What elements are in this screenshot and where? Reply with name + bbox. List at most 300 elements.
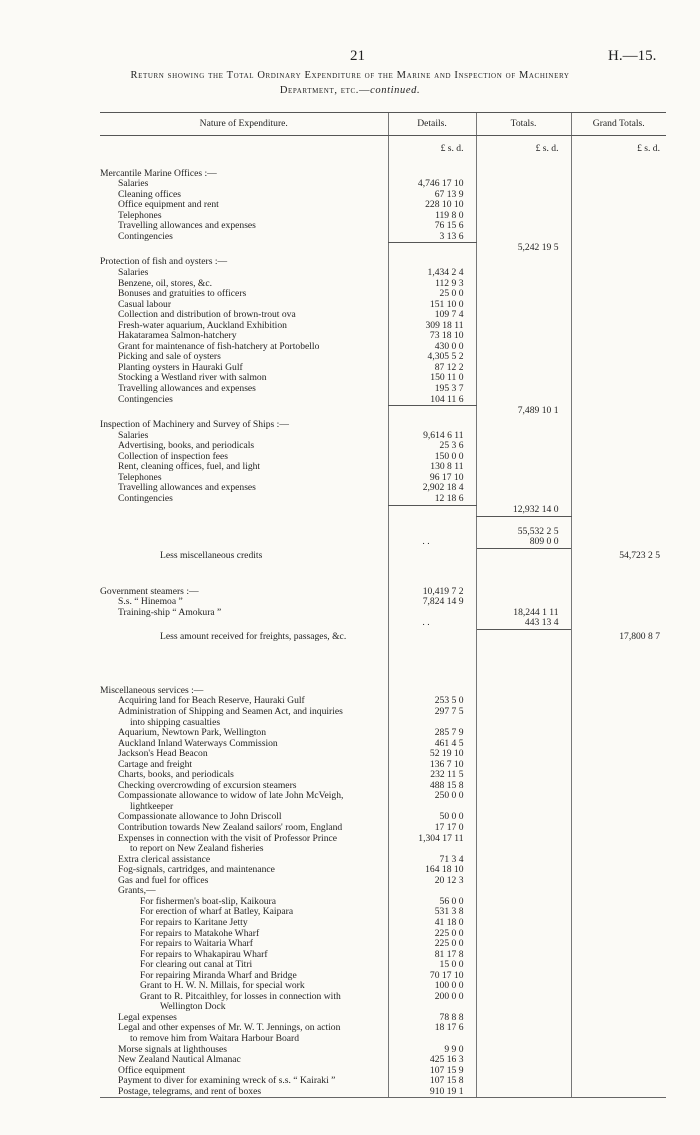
table-row xyxy=(100,760,666,771)
totals-amount xyxy=(476,682,571,697)
table-row xyxy=(100,1034,666,1045)
table-row xyxy=(100,876,666,887)
totals-amount xyxy=(476,548,571,565)
grand-total-amount xyxy=(571,1002,666,1013)
table-row xyxy=(100,190,666,201)
totals-amount xyxy=(476,950,571,961)
details-amount: 20 12 3 xyxy=(388,876,476,887)
totals-amount xyxy=(476,939,571,950)
expense-label: Charts, books, and periodicals xyxy=(118,770,234,781)
grand-total-amount xyxy=(571,1087,666,1098)
expense-label: Acquiring land for Beach Reserve, Hauraki Gulf xyxy=(118,696,305,707)
totals-amount xyxy=(476,597,571,608)
totals-amount xyxy=(476,155,571,165)
totals-amount xyxy=(476,739,571,750)
details-amount xyxy=(388,886,476,897)
expense-label: Contingencies xyxy=(118,493,173,504)
table-row xyxy=(100,310,666,321)
details-amount: 910 19 1 xyxy=(388,1087,476,1098)
totals-amount xyxy=(476,770,571,781)
expense-label: Salaries xyxy=(118,267,149,278)
totals-amount: 7,489 10 1 xyxy=(476,406,571,417)
details-amount xyxy=(388,844,476,855)
totals-amount xyxy=(476,279,571,290)
details-amount xyxy=(388,608,476,619)
table-row xyxy=(100,1055,666,1066)
expense-label: Salaries xyxy=(118,179,149,190)
totals-amount xyxy=(476,200,571,211)
grand-total-amount xyxy=(571,992,666,1003)
table-row xyxy=(100,1045,666,1056)
table-row xyxy=(100,597,666,608)
grand-total-amount xyxy=(571,179,666,190)
grand-total-amount xyxy=(571,939,666,950)
details-amount: 15 0 0 xyxy=(388,960,476,971)
details-amount xyxy=(388,155,476,165)
grand-total-amount xyxy=(571,1023,666,1034)
deduction-row xyxy=(100,629,666,646)
table-row xyxy=(100,211,666,222)
table-row xyxy=(100,960,666,971)
totals-amount xyxy=(476,289,571,300)
grand-total-amount xyxy=(571,431,666,442)
grand-total-amount xyxy=(571,331,666,342)
details-amount: 87 12 2 xyxy=(388,363,476,374)
expense-label: Office equipment and rent xyxy=(118,200,219,211)
details-amount: 195 3 7 xyxy=(388,384,476,395)
totals-amount xyxy=(476,781,571,792)
table-row xyxy=(100,950,666,961)
details-amount: 76 15 6 xyxy=(388,221,476,232)
details-amount: 1,304 17 11 xyxy=(388,834,476,845)
totals-amount xyxy=(476,855,571,866)
table-row xyxy=(100,855,666,866)
expense-label: Planting oysters in Hauraki Gulf xyxy=(118,362,243,373)
details-amount xyxy=(388,416,476,431)
table-row xyxy=(100,452,666,463)
grand-total-amount xyxy=(571,321,666,332)
table-row xyxy=(100,352,666,363)
details-amount: . . xyxy=(388,537,476,548)
totals-amount xyxy=(476,565,571,583)
table-row xyxy=(100,384,666,395)
header-totals: Totals. xyxy=(476,113,571,136)
details-amount: 309 18 11 xyxy=(388,321,476,332)
expense-label: New Zealand Nautical Almanac xyxy=(118,1055,241,1066)
details-amount: 297 7 5 xyxy=(388,707,476,718)
totals-amount xyxy=(476,865,571,876)
table-row xyxy=(100,791,666,802)
subtotal-row xyxy=(100,505,666,516)
table-row xyxy=(100,718,666,729)
spacer-row xyxy=(100,516,666,527)
expense-label: Office equipment xyxy=(118,1065,186,1076)
units-row xyxy=(100,136,666,155)
expense-label: Cartage and freight xyxy=(118,759,193,770)
totals-amount xyxy=(476,373,571,384)
expense-label xyxy=(100,646,388,664)
title-line-2-text: Department, etc.— xyxy=(279,85,371,96)
totals-amount xyxy=(476,342,571,353)
expense-label: For erection of wharf at Batley, Kaipara xyxy=(140,907,294,918)
table-row xyxy=(100,462,666,473)
totals-amount xyxy=(476,897,571,908)
grand-total-amount xyxy=(571,812,666,823)
details-amount xyxy=(388,1034,476,1045)
expense-label: Grant for maintenance of fish-hatchery at Portobello xyxy=(118,341,320,352)
totals-amount xyxy=(476,473,571,484)
totals-amount: 18,244 1 11 xyxy=(476,608,571,619)
table-row xyxy=(100,300,666,311)
grand-total-amount xyxy=(571,950,666,961)
grand-total-amount xyxy=(571,384,666,395)
spacer-row xyxy=(100,565,666,583)
subtotal-row xyxy=(100,243,666,254)
expenditure-table xyxy=(100,112,666,1098)
totals-amount xyxy=(476,728,571,739)
totals-amount xyxy=(476,929,571,940)
totals-amount xyxy=(476,876,571,887)
expense-label: Aquarium, Newtown Park, Wellington xyxy=(118,728,266,739)
grand-total-amount xyxy=(571,749,666,760)
totals-amount xyxy=(476,886,571,897)
expense-label: Hakataramea Salmon-hatchery xyxy=(118,331,237,342)
details-amount: 3 13 6 xyxy=(388,232,476,243)
grand-total-amount xyxy=(571,823,666,834)
table-row xyxy=(100,221,666,232)
expense-label: Telephones xyxy=(118,472,162,483)
expense-label: Contingencies xyxy=(118,231,173,242)
totals-amount xyxy=(476,221,571,232)
totals-amount xyxy=(476,300,571,311)
expense-label: Picking and sale of oysters xyxy=(118,352,221,363)
grand-total-amount xyxy=(571,1076,666,1087)
expense-label: Fresh-water aquarium, Auckland Exhibition xyxy=(118,320,287,331)
totals-amount xyxy=(476,823,571,834)
grand-total-amount xyxy=(571,739,666,750)
expense-label: Expenses in connection with the visit of Professor Prince xyxy=(118,833,338,844)
table-row xyxy=(100,929,666,940)
grand-total-amount xyxy=(571,608,666,619)
table-row xyxy=(100,886,666,897)
details-amount: 250 0 0 xyxy=(388,791,476,802)
expense-label: Stocking a Westland river with salmon xyxy=(118,373,267,384)
totals-amount xyxy=(476,516,571,527)
details-amount: 285 7 9 xyxy=(388,728,476,739)
totals-amount xyxy=(476,321,571,332)
details-amount: 104 11 6 xyxy=(388,395,476,406)
grand-total-amount xyxy=(571,483,666,494)
grand-total-amount xyxy=(571,462,666,473)
details-amount: . . xyxy=(388,618,476,629)
details-amount: 107 15 8 xyxy=(388,1076,476,1087)
title-line-1: Return showing the Total Ordinary Expenditure of the Marine and Inspection of Machinery xyxy=(130,70,570,81)
details-amount xyxy=(388,629,476,646)
expense-label: Fog-signals, cartridges, and maintenance xyxy=(118,865,275,876)
details-amount: 200 0 0 xyxy=(388,992,476,1003)
details-amount: 7,824 14 9 xyxy=(388,597,476,608)
totals-amount xyxy=(476,363,571,374)
expense-label: For repairs to Matakohe Wharf xyxy=(140,928,260,939)
grand-total-amount xyxy=(571,929,666,940)
title-line-2 xyxy=(40,83,660,98)
totals-amount xyxy=(476,844,571,855)
expense-label xyxy=(100,537,388,548)
grand-total-amount xyxy=(571,802,666,813)
spacer-row xyxy=(100,664,666,682)
details-amount: 81 17 8 xyxy=(388,950,476,961)
expense-label: Training-ship “ Amokura ” xyxy=(118,607,222,618)
grand-total-amount xyxy=(571,565,666,583)
totals-amount xyxy=(476,494,571,505)
table-row xyxy=(100,200,666,211)
details-amount: 71 3 4 xyxy=(388,855,476,866)
totals-amount xyxy=(476,791,571,802)
grand-total-amount xyxy=(571,865,666,876)
expense-label: Advertising, books, and periodicals xyxy=(118,441,255,452)
table-row xyxy=(100,331,666,342)
totals-amount xyxy=(476,749,571,760)
table-row xyxy=(100,179,666,190)
totals-amount: 443 13 4 xyxy=(476,618,571,629)
totals-amount xyxy=(476,1013,571,1024)
table-row xyxy=(100,739,666,750)
details-amount: 56 0 0 xyxy=(388,897,476,908)
table-row xyxy=(100,441,666,452)
details-amount: 228 10 10 xyxy=(388,200,476,211)
totals-amount xyxy=(476,452,571,463)
table-row xyxy=(100,1076,666,1087)
details-amount: 78 8 8 xyxy=(388,1013,476,1024)
grand-total-amount xyxy=(571,791,666,802)
details-amount: 225 0 0 xyxy=(388,929,476,940)
expense-label: Extra clerical assistance xyxy=(118,854,211,865)
grand-total-amount xyxy=(571,1034,666,1045)
expense-label: Grant to H. W. N. Millais, for special work xyxy=(140,981,305,992)
table-row xyxy=(100,770,666,781)
grand-total-amount xyxy=(571,473,666,484)
section-heading-row xyxy=(100,253,666,268)
grand-total-amount xyxy=(571,971,666,982)
details-amount: 225 0 0 xyxy=(388,939,476,950)
table-row xyxy=(100,473,666,484)
subtotal-row xyxy=(100,618,666,629)
details-amount: 2,902 18 4 xyxy=(388,483,476,494)
expense-label: Cleaning offices xyxy=(118,189,181,200)
totals-amount: 5,242 19 5 xyxy=(476,243,571,254)
totals-amount xyxy=(476,707,571,718)
table-row xyxy=(100,728,666,739)
totals-amount xyxy=(476,268,571,279)
expense-label: For fishermen's boat-slip, Kaikoura xyxy=(140,896,277,907)
table-row xyxy=(100,802,666,813)
totals-amount xyxy=(476,1034,571,1045)
details-amount: 73 18 10 xyxy=(388,331,476,342)
totals-amount xyxy=(476,629,571,646)
details-amount: 18 17 6 xyxy=(388,1023,476,1034)
details-amount: 96 17 10 xyxy=(388,473,476,484)
grand-total-amount xyxy=(571,718,666,729)
table-header-row xyxy=(100,113,666,136)
expense-label: Rent, cleaning offices, fuel, and light xyxy=(118,462,261,473)
table-row xyxy=(100,939,666,950)
grand-total-amount xyxy=(571,279,666,290)
table-row xyxy=(100,289,666,300)
grand-total-amount xyxy=(571,682,666,697)
totals-amount xyxy=(476,1023,571,1034)
table-row xyxy=(100,363,666,374)
expense-label: to report on New Zealand fisheries xyxy=(130,844,264,855)
expense-label xyxy=(100,664,388,682)
expense-label xyxy=(100,505,388,516)
details-amount: 67 13 9 xyxy=(388,190,476,201)
grand-total-amount xyxy=(571,200,666,211)
expense-label xyxy=(100,565,388,583)
expense-label: For repairs to Karitane Jetty xyxy=(140,917,248,928)
table-row xyxy=(100,812,666,823)
details-amount xyxy=(388,565,476,583)
details-amount: 150 11 0 xyxy=(388,373,476,384)
grand-total-amount xyxy=(571,211,666,222)
totals-amount xyxy=(476,834,571,845)
section-heading: Miscellaneous services :— xyxy=(100,684,204,696)
grand-total-amount xyxy=(571,516,666,527)
table-row xyxy=(100,1023,666,1034)
table-row xyxy=(100,844,666,855)
totals-amount xyxy=(476,907,571,918)
table-row xyxy=(100,232,666,243)
grand-total-amount xyxy=(571,221,666,232)
section-heading-row xyxy=(100,416,666,431)
expense-label: Grants,— xyxy=(118,886,156,897)
totals-amount: 55,532 2 5 xyxy=(476,527,571,538)
table-row xyxy=(100,981,666,992)
details-amount: 150 0 0 xyxy=(388,452,476,463)
totals-amount xyxy=(476,960,571,971)
details-amount: 4,305 5 2 xyxy=(388,352,476,363)
section-heading: Government steamers :— xyxy=(100,585,199,597)
expense-label: Travelling allowances and expenses xyxy=(118,483,256,494)
table-row xyxy=(100,823,666,834)
page-number: 21 xyxy=(350,48,365,64)
expense-label: Compassionate allowance to widow of late John McVeigh, xyxy=(118,791,344,802)
grand-total-amount xyxy=(571,760,666,771)
grand-total-amount xyxy=(571,886,666,897)
header-details: Details. xyxy=(388,113,476,136)
table-row xyxy=(100,696,666,707)
totals-amount xyxy=(476,696,571,707)
totals-amount xyxy=(476,211,571,222)
details-amount: 107 15 9 xyxy=(388,1066,476,1077)
table-row xyxy=(100,918,666,929)
grand-total-amount xyxy=(571,406,666,417)
totals-amount xyxy=(476,431,571,442)
units-details: £ s. d. xyxy=(388,136,476,155)
expense-label: Compassionate allowance to John Driscoll xyxy=(118,812,282,823)
grand-total-amount xyxy=(571,363,666,374)
totals-amount xyxy=(476,971,571,982)
expense-label: into shipping casualties xyxy=(130,717,221,728)
spacer-row xyxy=(100,155,666,165)
totals-amount xyxy=(476,1055,571,1066)
expense-label: Collection and distribution of brown-trout ova xyxy=(118,310,296,321)
header-nature: Nature of Expenditure. xyxy=(100,113,388,136)
grand-total-amount xyxy=(571,728,666,739)
totals-amount xyxy=(476,992,571,1003)
expense-label: Travelling allowances and expenses xyxy=(118,383,256,394)
totals-amount xyxy=(476,384,571,395)
details-amount: 164 18 10 xyxy=(388,865,476,876)
grand-total-amount xyxy=(571,190,666,201)
grand-total-amount xyxy=(571,646,666,664)
details-amount: 17 17 0 xyxy=(388,823,476,834)
grand-total-amount xyxy=(571,664,666,682)
expense-label: Contribution towards New Zealand sailors' room, England xyxy=(118,823,343,834)
grand-total-amount xyxy=(571,960,666,971)
table-row xyxy=(100,897,666,908)
table-row xyxy=(100,342,666,353)
units-totals: £ s. d. xyxy=(476,136,571,155)
details-amount xyxy=(388,802,476,813)
expense-label xyxy=(100,527,388,538)
table-row xyxy=(100,608,666,619)
units-blank xyxy=(100,136,388,155)
totals-amount xyxy=(476,462,571,473)
details-amount: 109 7 4 xyxy=(388,310,476,321)
details-amount: 119 8 0 xyxy=(388,211,476,222)
totals-amount xyxy=(476,718,571,729)
details-amount xyxy=(388,253,476,268)
expense-label xyxy=(100,243,388,254)
totals-amount xyxy=(476,802,571,813)
grand-total-amount xyxy=(571,1055,666,1066)
expense-label: Checking overcrowding of excursion steamers xyxy=(118,780,297,791)
details-amount: 25 3 6 xyxy=(388,441,476,452)
section-heading: Inspection of Machinery and Survey of Ships :— xyxy=(100,419,289,431)
expense-label: Auckland Inland Waterways Commission xyxy=(118,738,278,749)
table-row xyxy=(100,971,666,982)
totals-amount xyxy=(476,918,571,929)
grand-total-amount: 17,800 8 7 xyxy=(571,629,666,646)
totals-amount xyxy=(476,352,571,363)
section-heading: Mercantile Marine Offices :— xyxy=(100,167,217,179)
grand-total-amount xyxy=(571,416,666,431)
table-row xyxy=(100,373,666,384)
expense-label: Travelling allowances and expenses xyxy=(118,221,256,232)
table-row xyxy=(100,907,666,918)
expense-label: Legal expenses xyxy=(118,1012,177,1023)
grand-total-amount xyxy=(571,268,666,279)
details-amount xyxy=(388,548,476,565)
expense-label: Grant to R. Pitcaithley, for losses in connection with xyxy=(140,991,341,1002)
totals-amount xyxy=(476,1076,571,1087)
totals-amount xyxy=(476,179,571,190)
totals-amount xyxy=(476,395,571,406)
expense-label xyxy=(100,516,388,527)
grand-total-amount xyxy=(571,310,666,321)
expense-label: lightkeeper xyxy=(130,801,174,812)
details-amount: 112 9 3 xyxy=(388,279,476,290)
grand-total-amount xyxy=(571,537,666,548)
grand-total-amount xyxy=(571,527,666,538)
table-row xyxy=(100,494,666,505)
grand-total-amount xyxy=(571,855,666,866)
details-amount: 4,746 17 10 xyxy=(388,179,476,190)
details-amount: 253 5 0 xyxy=(388,696,476,707)
expense-label: Morse signals at lighthouses xyxy=(118,1044,227,1055)
totals-amount xyxy=(476,310,571,321)
grand-total-amount xyxy=(571,618,666,629)
